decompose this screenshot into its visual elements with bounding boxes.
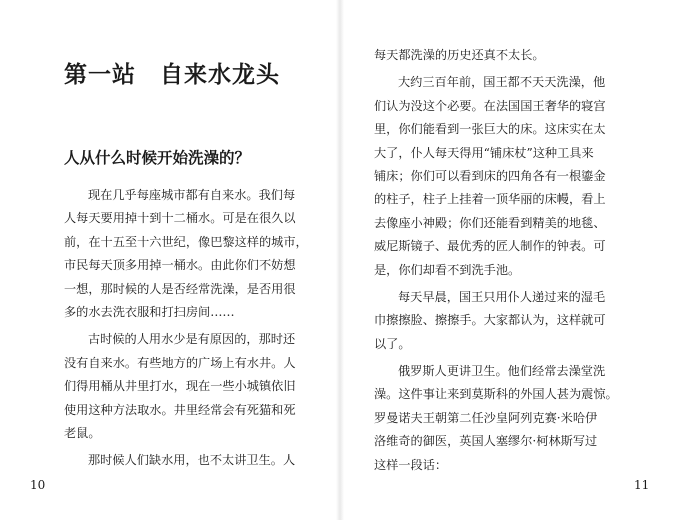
text-line: 去像座小神殿；你们还能看到精美的地毯、 — [374, 215, 606, 230]
text-line: 们认为没这个必要。在法国国王奢华的寝宫 — [374, 98, 606, 113]
text-line: 是，你们却看不到洗手池。 — [374, 262, 521, 277]
paragraph — [374, 44, 636, 67]
text-line: 老鼠。 — [64, 425, 101, 440]
text-line: 每天早晨，国王只用仆人递过来的湿毛 — [398, 289, 606, 304]
paragraph — [374, 360, 636, 477]
chapter-title: 第一站 自来水龙头 — [64, 61, 280, 88]
text-line: 市民每天顶多用掉一桶水。由此你们不妨想 — [64, 258, 296, 273]
text-line: 罗曼诺夫王朝第二任沙皇阿列克赛·米哈伊 — [374, 410, 598, 425]
text-line: 里，你们能看到一张巨大的床。这床实在太 — [374, 122, 606, 137]
text-line: 古时候的人用水少是有原因的，那时还 — [88, 332, 296, 347]
left-page — [0, 0, 338, 520]
paragraph — [374, 286, 636, 356]
text-line: 大约三百年前，国王都不天天洗澡，他 — [398, 75, 606, 90]
text-line: 铺床；你们可以看到床的四角各有一根鎏金 — [374, 168, 606, 183]
text-line: 的柱子，柱子上挂着一顶华丽的床幔，看上 — [374, 192, 606, 207]
text-line: 那时候人们缺水用，也不太讲卫生。人 — [88, 453, 296, 468]
text-line: 威尼斯镜子、最优秀的匠人制作的钟表。可 — [374, 239, 606, 254]
text-line: 使用这种方法取水。井里经常会有死猫和死 — [64, 402, 296, 417]
section-title: 人从什么时候开始洗澡的？ — [64, 148, 251, 167]
text-line: 每天都洗澡的历史还真不太长。 — [374, 48, 545, 62]
text-line: 洛维奇的御医，英国人塞缪尔·柯林斯写过 — [374, 434, 598, 449]
text-line: 人每天要用掉十到十二桶水。可是在很久以 — [64, 211, 296, 226]
text-line: 一想，那时候的人是否经常洗澡，是否用很 — [64, 281, 296, 296]
text-line: 这样一段话： — [374, 457, 448, 472]
paragraph — [64, 328, 326, 445]
right-page-body — [374, 44, 636, 477]
page-number-right: 11 — [634, 478, 650, 492]
text-line: 没有自来水。有些地方的广场上有水井。人 — [64, 355, 296, 370]
text-line: 澡。这件事让来到莫斯科的外国人甚为震惊。 — [374, 387, 618, 402]
page-number-left: 10 — [30, 478, 46, 492]
paragraph — [64, 449, 326, 472]
text-line: 现在几乎每座城市都有自来水。我们每 — [88, 188, 296, 202]
paragraph — [374, 71, 636, 282]
paragraph — [64, 184, 326, 324]
text-line: 巾擦擦脸、擦擦手。大家都认为，这样就可 — [374, 313, 606, 328]
text-line: 前，在十五至十六世纪，像巴黎这样的城市， — [64, 234, 308, 249]
left-page-body — [64, 184, 326, 473]
text-line: 大了，仆人每天得用“铺床杖”这种工具来 — [374, 145, 594, 160]
text-line: 俄罗斯人更讲卫生。他们经常去澡堂洗 — [398, 364, 606, 379]
text-line: 以了。 — [374, 336, 411, 351]
right-page — [342, 0, 680, 520]
text-line: 们得用桶从井里打水，现在一些小城镇依旧 — [64, 379, 296, 394]
text-line: 多的水去洗衣服和打扫房间…… — [64, 304, 235, 319]
